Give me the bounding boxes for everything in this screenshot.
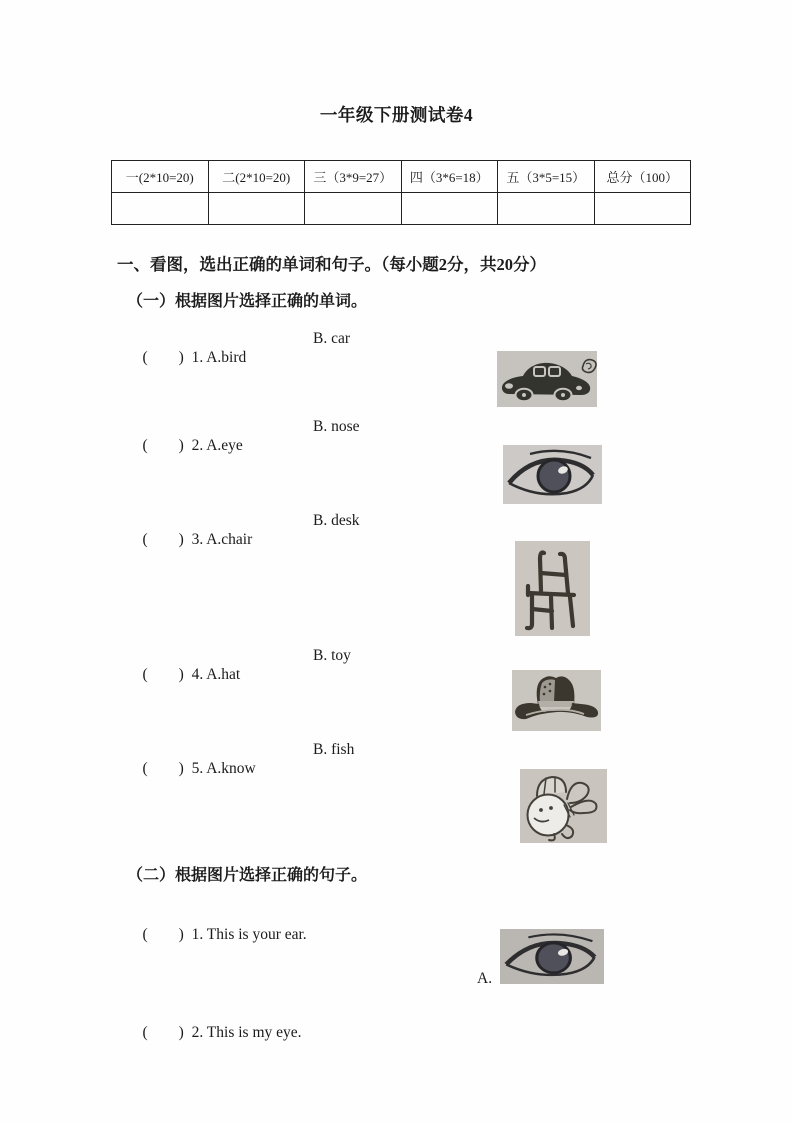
hat-image [512,670,601,731]
eye-image-2 [500,929,604,984]
score-value-cell-3 [305,193,402,225]
score-table [111,160,691,225]
question-prompt: ( ) 2. This is my eye. [142,1024,302,1041]
car-image [497,351,597,407]
score-value-cell-1 [112,193,209,225]
question-line-6 [127,906,307,963]
eye-drawing [503,445,602,504]
score-value-cell-4 [401,193,498,225]
question-line-5 [127,740,355,816]
section-one-heading: 一、看图，选出正确的单词和句子。（每小题2分，共20分） [117,255,546,274]
car-drawing [497,351,597,407]
question-prompt: ( ) 1. A.bird [142,349,247,366]
option-b-label: B. fish [313,741,355,758]
score-value-cell-2 [208,193,305,225]
score-header-cell-5: 五（3*5=15） [498,161,595,193]
question-prompt: ( ) 2. A.eye [142,437,243,454]
option-b-label: B. desk [313,512,360,529]
chair-drawing [515,541,590,636]
question-prompt: ( ) 3. A.chair [142,531,253,548]
question-line-4 [127,646,351,722]
hat-drawing [512,670,601,731]
option-b-label: B. car [313,330,351,347]
score-header-cell-4: 四（3*6=18） [401,161,498,193]
option-b-label: B. nose [313,418,360,435]
question-line-2 [127,417,360,493]
score-header-cell-2: 二(2*10=20) [208,161,305,193]
fish-image [520,769,607,843]
part-one-heading: （一）根据图片选择正确的单词。 [127,293,368,310]
option-b-label: B. toy [313,647,351,664]
score-header-cell-1: 一(2*10=20) [112,161,209,193]
fish-drawing [520,769,607,843]
question-prompt: ( ) 4. A.hat [142,666,241,683]
score-table-value-row [112,193,691,225]
page-title: 一年级下册测试卷4 [319,105,474,125]
question-prompt: ( ) 5. A.know [142,760,256,777]
eye-image [503,445,602,504]
score-value-cell-total [594,193,691,225]
picture-option-a-label: A. [477,970,493,987]
score-value-cell-5 [498,193,595,225]
eye-drawing [500,929,604,984]
score-header-cell-total: 总分（100） [594,161,691,193]
part-two-heading: （二）根据图片选择正确的句子。 [127,867,368,884]
score-table-header-row [112,161,691,193]
question-line-1 [127,329,351,405]
score-header-cell-3: 三（3*9=27） [305,161,402,193]
question-prompt: ( ) 1. This is your ear. [142,926,307,943]
chair-image [515,541,590,636]
question-line-3 [127,511,360,587]
question-line-7 [127,1004,302,1061]
